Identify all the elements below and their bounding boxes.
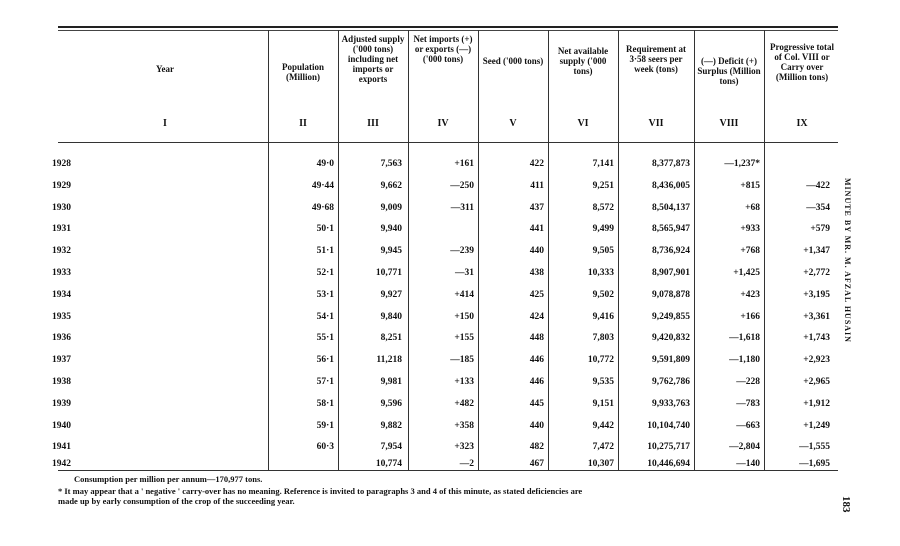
- cell-year: 1931: [52, 224, 71, 235]
- cell-year: 1932: [52, 246, 71, 257]
- cell-year: 1933: [52, 268, 71, 278]
- cell-net-imports: +358: [454, 420, 474, 431]
- cell-requirement: 8,736,924: [652, 246, 690, 257]
- header-seed: Seed ('000 tons): [482, 56, 544, 66]
- cell-seed: 482: [529, 442, 544, 453]
- cell-deficit-surplus: —1,180: [729, 355, 760, 366]
- cell-requirement: 8,377,873: [652, 159, 690, 169]
- cell-progressive-total: +3,361: [803, 311, 830, 322]
- cell-adjusted-supply: 7,954: [380, 442, 402, 453]
- cell-adjusted-supply: 8,251: [380, 333, 402, 344]
- cell-net-imports: +133: [454, 377, 474, 387]
- cell-net-imports: —2: [459, 459, 474, 469]
- cell-net-imports: +323: [454, 442, 474, 453]
- cell-adjusted-supply: 10,774: [375, 459, 402, 469]
- cell-adjusted-supply: 9,945: [380, 246, 402, 257]
- column-divider: [268, 30, 269, 470]
- cell-requirement: 10,275,717: [647, 442, 690, 453]
- cell-net-available: 9,505: [592, 246, 614, 257]
- cell-progressive-total: —422: [806, 180, 830, 191]
- column-number: VII: [648, 118, 664, 129]
- cell-population: 59·1: [316, 420, 334, 431]
- top-rule-thin: [58, 30, 838, 31]
- cell-adjusted-supply: 9,940: [380, 224, 402, 235]
- cell-net-available: 9,442: [592, 420, 614, 431]
- cell-seed: 446: [529, 377, 544, 387]
- cell-progressive-total: +2,772: [803, 268, 830, 278]
- column-number: IX: [796, 118, 808, 129]
- cell-adjusted-supply: 9,596: [380, 398, 402, 409]
- cell-deficit-surplus: —2,804: [729, 442, 760, 453]
- cell-net-available: 7,472: [592, 442, 614, 453]
- cell-deficit-surplus: +933: [740, 224, 760, 235]
- cell-net-imports: —239: [450, 246, 474, 257]
- cell-deficit-surplus: +768: [740, 246, 760, 257]
- cell-net-available: 10,333: [587, 268, 614, 278]
- cell-population: 52·1: [316, 268, 334, 278]
- cell-net-available: 9,151: [592, 398, 614, 409]
- cell-adjusted-supply: 11,218: [376, 355, 402, 366]
- top-rule: [58, 26, 838, 28]
- cell-year: 1929: [52, 180, 71, 191]
- cell-requirement: 9,762,786: [652, 377, 690, 387]
- cell-requirement: 9,078,878: [652, 289, 690, 300]
- cell-requirement: 9,420,832: [652, 333, 690, 344]
- cell-net-imports: +414: [454, 289, 474, 300]
- header-adjusted-supply: Adjusted supply ('000 tons) including net imports or exports: [341, 34, 405, 84]
- cell-adjusted-supply: 9,662: [380, 180, 402, 191]
- cell-deficit-surplus: —228: [736, 377, 760, 387]
- header-requirement: Requirement at 3·58 seers per week (tons): [625, 44, 687, 74]
- cell-adjusted-supply: 9,927: [380, 289, 402, 300]
- cell-net-available: 9,499: [592, 224, 614, 235]
- running-title: MINUTE BY MR. M. AFZAL HUSAIN: [843, 178, 852, 343]
- cell-progressive-total: +579: [810, 224, 830, 235]
- cell-seed: 438: [529, 268, 544, 278]
- cell-population: 57·1: [316, 377, 334, 387]
- cell-net-imports: +161: [454, 159, 474, 169]
- header-net-available: Net available supply ('000 tons): [557, 46, 609, 76]
- cell-adjusted-supply: 10,771: [375, 268, 402, 278]
- cell-net-available: 7,803: [592, 333, 614, 344]
- page-number: 183: [840, 496, 852, 513]
- cell-progressive-total: +1,912: [803, 398, 830, 409]
- cell-adjusted-supply: 9,009: [380, 202, 402, 213]
- header-deficit-surplus: (—) Deficit (+) Surplus (Million tons): [697, 56, 761, 86]
- cell-requirement: 9,591,809: [652, 355, 690, 366]
- cell-net-imports: —185: [450, 355, 474, 366]
- cell-net-imports: +155: [454, 333, 474, 344]
- cell-year: 1942: [52, 459, 71, 469]
- cell-deficit-surplus: +166: [740, 311, 760, 322]
- cell-requirement: 9,933,763: [652, 398, 690, 409]
- cell-population: 49·68: [311, 202, 334, 213]
- cell-population: 60·3: [316, 442, 334, 453]
- cell-year: 1936: [52, 333, 71, 344]
- cell-population: 55·1: [316, 333, 334, 344]
- column-number: IV: [437, 118, 449, 129]
- cell-year: 1935: [52, 311, 71, 322]
- cell-requirement: 9,249,855: [652, 311, 690, 322]
- cell-seed: 467: [529, 459, 544, 469]
- cell-net-imports: —250: [450, 180, 474, 191]
- header-population: Population (Million): [281, 62, 324, 82]
- cell-deficit-surplus: +423: [740, 289, 760, 300]
- column-number: VIII: [719, 118, 739, 129]
- cell-net-available: 10,772: [587, 355, 614, 366]
- cell-progressive-total: +1,347: [803, 246, 830, 257]
- cell-seed: 440: [529, 420, 544, 431]
- cell-deficit-surplus: +68: [745, 202, 760, 213]
- cell-seed: 411: [530, 180, 544, 191]
- column-number: II: [299, 118, 307, 129]
- column-number: V: [509, 118, 517, 129]
- cell-seed: 424: [529, 311, 544, 322]
- cell-net-available: 10,307: [587, 459, 614, 469]
- header-rule: [58, 142, 838, 143]
- cell-adjusted-supply: 9,840: [380, 311, 402, 322]
- cell-net-imports: +482: [454, 398, 474, 409]
- cell-population: 50·1: [316, 224, 334, 235]
- cell-population: 54·1: [316, 311, 334, 322]
- cell-requirement: 8,436,005: [652, 180, 690, 191]
- cell-seed: 425: [529, 289, 544, 300]
- cell-progressive-total: +1,743: [803, 333, 830, 344]
- cell-net-imports: +150: [454, 311, 474, 322]
- cell-progressive-total: +2,965: [803, 377, 830, 387]
- cell-year: 1937: [52, 355, 71, 366]
- cell-year: 1940: [52, 420, 71, 431]
- cell-population: 58·1: [316, 398, 334, 409]
- cell-year: 1934: [52, 289, 71, 300]
- cell-year: 1941: [52, 442, 71, 453]
- cell-requirement: 10,446,694: [647, 459, 690, 469]
- cell-progressive-total: +3,195: [803, 289, 830, 300]
- cell-net-available: 9,535: [592, 377, 614, 387]
- cell-year: 1930: [52, 202, 71, 213]
- cell-net-available: 9,502: [592, 289, 614, 300]
- cell-seed: 437: [529, 202, 544, 213]
- cell-population: 53·1: [316, 289, 334, 300]
- bottom-rule: [58, 470, 838, 471]
- cell-net-imports: —311: [450, 202, 474, 213]
- cell-deficit-surplus: —1,618: [729, 333, 760, 344]
- column-number: I: [163, 118, 167, 129]
- cell-adjusted-supply: 7,563: [380, 159, 402, 169]
- cell-net-available: 7,141: [592, 159, 614, 169]
- footnote-note-line1: * It may appear that a ' negative ' carry-over has no meaning. Reference is invited to paragraphs 3 and 4 of this minute, as stated deficiencies are: [58, 486, 583, 496]
- cell-seed: 422: [529, 159, 544, 169]
- cell-population: 49·0: [316, 159, 334, 169]
- cell-seed: 446: [529, 355, 544, 366]
- header-net-imports: Net imports (+) or exports (—) ('000 tons): [413, 34, 473, 64]
- cell-seed: 448: [529, 333, 544, 344]
- cell-year: 1938: [52, 377, 71, 387]
- footnote-note-line2: made up by early consumption of the crop of the succeeding year.: [58, 496, 295, 506]
- cell-deficit-surplus: —140: [736, 459, 760, 469]
- cell-net-available: 9,251: [592, 180, 614, 191]
- cell-requirement: 8,504,137: [652, 202, 690, 213]
- cell-requirement: 8,565,947: [652, 224, 690, 235]
- header-progressive-total: Progressive total of Col. VIII or Carry over (Million tons): [770, 42, 834, 82]
- cell-population: 51·1: [316, 246, 334, 257]
- cell-year: 1939: [52, 398, 71, 409]
- column-divider: [694, 30, 695, 470]
- cell-net-imports: —31: [455, 268, 474, 278]
- cell-requirement: 10,104,740: [647, 420, 690, 431]
- column-divider: [764, 30, 765, 470]
- cell-progressive-total: —1,555: [799, 442, 830, 453]
- cell-adjusted-supply: 9,882: [380, 420, 402, 431]
- header-year: Year: [156, 64, 174, 74]
- cell-progressive-total: —1,695: [799, 459, 830, 469]
- cell-progressive-total: +2,923: [803, 355, 830, 366]
- cell-adjusted-supply: 9,981: [380, 377, 402, 387]
- cell-deficit-surplus: —1,237*: [724, 159, 760, 169]
- cell-seed: 445: [529, 398, 544, 409]
- column-number: III: [367, 118, 379, 129]
- cell-deficit-surplus: +1,425: [733, 268, 760, 278]
- column-number: VI: [577, 118, 589, 129]
- cell-year: 1928: [52, 159, 71, 169]
- cell-net-available: 8,572: [592, 202, 614, 213]
- cell-deficit-surplus: —663: [736, 420, 760, 431]
- cell-progressive-total: +1,249: [803, 420, 830, 431]
- cell-deficit-surplus: —783: [736, 398, 760, 409]
- cell-requirement: 8,907,901: [652, 268, 690, 278]
- cell-net-available: 9,416: [592, 311, 614, 322]
- cell-seed: 440: [529, 246, 544, 257]
- cell-seed: 441: [529, 224, 544, 235]
- footnote-consumption: Consumption per million per annum—170,977 tons.: [74, 474, 263, 484]
- cell-population: 56·1: [316, 355, 334, 366]
- cell-progressive-total: —354: [806, 202, 830, 213]
- cell-deficit-surplus: +815: [740, 180, 760, 191]
- cell-population: 49·44: [311, 180, 334, 191]
